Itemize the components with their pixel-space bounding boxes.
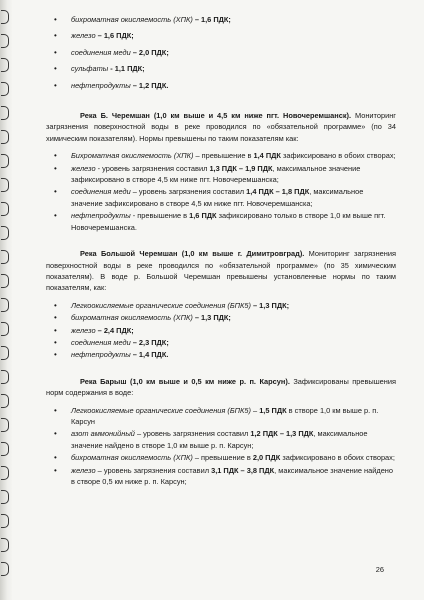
list-item	[46, 337, 396, 348]
binder-ring	[1, 226, 9, 240]
list-item	[46, 465, 396, 488]
section-pollutant-list	[46, 150, 396, 233]
list-item	[46, 186, 396, 209]
item-term: нефтепродукты	[71, 350, 131, 360]
section-intro: Мониторинг загрязнения поверхностной воды в реке проводился по «обязательной программе» (по 34 химическим показателям). Нормы превышены по таким показателям как:	[46, 111, 396, 143]
item-value: – 1,2 ПДК.	[130, 80, 169, 90]
binder-ring	[1, 490, 9, 504]
binder-ring	[1, 34, 9, 48]
section-paragraph	[46, 110, 396, 144]
item-value: – 1,6 ПДК;	[192, 15, 231, 24]
section-heading: Река Большой Черемшан (1,0 км выше г. Димитровград).	[80, 249, 305, 259]
binder-ring	[1, 466, 9, 480]
binder-ring	[1, 562, 9, 576]
list-item	[46, 405, 396, 428]
binder-ring	[1, 538, 9, 552]
item-term: железо	[71, 465, 96, 475]
item-term: соединения меди	[71, 337, 131, 347]
top-pollutant-list	[46, 14, 396, 91]
item-value: - 1,1 ПДК;	[108, 64, 145, 74]
item-text: в створе 1,0 км выше р. п. Карсун	[71, 405, 379, 426]
item-value: 3,1 ПДК – 3,8 ПДК	[211, 465, 275, 475]
binder-ring	[1, 82, 9, 96]
list-item	[46, 349, 396, 360]
item-term: соединения меди	[71, 47, 131, 57]
section-paragraph	[46, 248, 396, 294]
item-text: зафиксировано только в створе 1,0 км выше пгт. Новочеремшанска.	[71, 211, 386, 232]
binder-ring	[1, 202, 9, 216]
item-term: нефтепродукты	[71, 211, 131, 221]
item-text: , максимальное значение зафиксировано в створе 4,5 км ниже пгт. Новочеремшанска;	[71, 163, 361, 185]
item-term: бихроматная окисляемость (ХПК)	[71, 15, 193, 24]
item-term: железо	[71, 163, 96, 173]
item-value: 1,2 ПДК – 1,3 ПДК	[250, 429, 314, 439]
list-item	[46, 300, 396, 311]
binder-ring	[1, 178, 9, 192]
item-text: – превышение в	[192, 453, 253, 463]
list-item	[46, 312, 396, 323]
binder-edge	[0, 0, 12, 600]
list-item	[46, 14, 396, 25]
item-term: Легкоокисляемые органические соединения (БПК5)	[71, 300, 251, 310]
section-pollutant-list	[46, 405, 396, 488]
item-text: зафиксировано в обоих створах;	[280, 453, 395, 463]
binder-ring	[1, 106, 9, 120]
item-text: –	[250, 405, 260, 415]
binder-ring	[1, 250, 9, 264]
item-value: – 1,3 ПДК;	[192, 313, 231, 323]
item-term: соединения меди	[71, 187, 131, 197]
item-text: – уровень загрязнения составил	[134, 429, 251, 439]
binder-ring	[1, 418, 9, 432]
item-term: азот аммонийный	[71, 429, 135, 439]
item-value: 1,6 ПДК	[189, 211, 217, 221]
item-term: железо	[71, 31, 96, 41]
document-page	[12, 0, 424, 600]
list-item	[46, 210, 396, 233]
item-text: , максимальное значение найдено в створе 0,5 км ниже р. п. Карсун;	[71, 465, 393, 486]
binder-ring	[1, 154, 9, 168]
item-value: 1,4 ПДК	[253, 151, 281, 161]
item-value: 2,0 ПДК	[252, 453, 281, 463]
section-heading: Река Б. Черемшан (1,0 км выше и 4,5 км ниже пгт. Новочеремшанск).	[80, 111, 352, 121]
binder-ring	[1, 346, 9, 360]
list-item	[46, 63, 396, 74]
binder-ring	[1, 514, 9, 528]
list-item	[46, 80, 396, 91]
item-term: железо	[71, 325, 96, 335]
list-item	[46, 325, 396, 336]
item-value: – 2,4 ПДК;	[95, 325, 134, 335]
item-term: Легкоокисляемые органические соединения (БПК5)	[71, 405, 251, 415]
item-term: сульфаты	[71, 64, 109, 74]
item-text: - превышение в	[130, 211, 190, 221]
item-text: , максимальное значение зафиксировано в створе 4,5 км ниже пгт. Новочеремшанска;	[71, 187, 364, 208]
section-pollutant-list	[46, 300, 396, 361]
list-item	[46, 163, 396, 186]
binder-ring	[1, 274, 9, 288]
section-intro: Зафиксированы превышения норм содержания в воде:	[46, 376, 396, 398]
binder-ring	[1, 298, 9, 312]
list-item	[46, 428, 396, 451]
binder-ring	[1, 10, 9, 24]
item-value: – 2,3 ПДК;	[130, 337, 169, 347]
item-value: – 2,0 ПДК;	[130, 47, 169, 57]
list-item	[46, 452, 396, 463]
section-heading: Река Барыш (1,0 км выше и 0,5 км ниже р. п. Карсун).	[80, 376, 290, 386]
list-item	[46, 30, 396, 41]
item-text: , максимальное значение найдено в створе 1,0 км выше р. п. Карсун;	[71, 429, 368, 450]
item-value: 1,4 ПДК – 1,8 ПДК	[246, 187, 310, 197]
binder-ring	[1, 442, 9, 456]
item-term: нефтепродукты	[71, 80, 131, 90]
binder-ring	[1, 322, 9, 336]
binder-ring	[1, 394, 9, 408]
item-term: бихроматная окисляемость (ХПК)	[71, 453, 193, 463]
item-text: – превышение в	[193, 151, 254, 161]
item-value: – 1,4 ПДК.	[130, 350, 169, 360]
section-paragraph	[46, 376, 396, 399]
list-item	[46, 150, 396, 161]
item-value: 1,3 ПДК – 1,9 ПДК	[209, 163, 273, 173]
binder-ring	[1, 58, 9, 72]
item-value: – 1,3 ПДК;	[250, 300, 290, 310]
list-item	[46, 47, 396, 58]
item-text: - уровень загрязнения составил	[95, 163, 210, 173]
item-term: бихроматная окисляемость (ХПК)	[71, 313, 193, 323]
item-term: Бихроматная окисляемость (ХПК)	[71, 151, 194, 161]
item-value: 1,5 ПДК	[259, 405, 287, 415]
item-value: – 1,6 ПДК;	[95, 31, 134, 41]
binder-ring	[1, 370, 9, 384]
binder-ring	[1, 130, 9, 144]
page-number: 26	[375, 565, 384, 574]
section-intro: Мониторинг загрязнения поверхностной воды в реке проводился по «обязательной программе» (по 35 химическим показателям). В воде р. Большой Черемшан превышены установленные нормы по таким показателям, как:	[46, 249, 396, 293]
item-text: – уровень загрязнения составил	[95, 465, 212, 475]
item-text: – уровень загрязнения составил	[130, 187, 247, 197]
page-content	[46, 14, 396, 488]
item-text: зафиксировано в обоих створах;	[280, 151, 396, 161]
